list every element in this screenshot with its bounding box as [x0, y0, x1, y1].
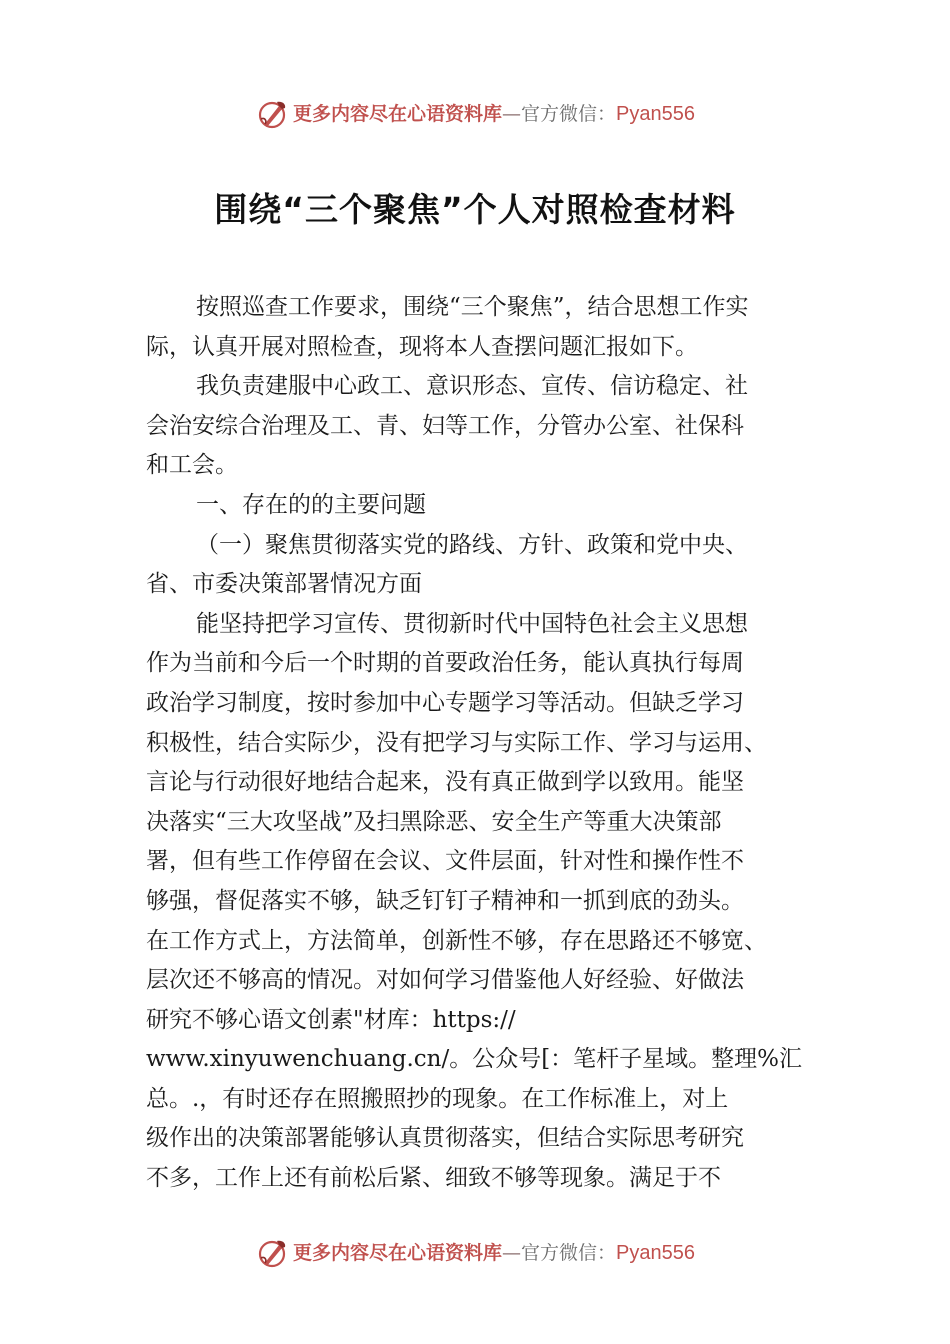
body-line: www.xinyuwenchuang.cn/。公众号[：笔杆子星域。整理%汇 [146, 1046, 803, 1073]
watermark-wechat-label: 官方微信： [521, 1242, 617, 1264]
header-watermark [0, 92, 950, 136]
watermark-separator: — [502, 103, 522, 125]
body-line: 按照巡查工作要求，围绕“三个聚焦”，结合思想工作实 [196, 294, 749, 320]
document-title: 围绕“三个聚焦”个人对照检查材料 [214, 190, 736, 229]
watermark-site-text: 更多内容尽在心语资料库 [293, 103, 503, 125]
watermark-wechat-id: Pyan556 [616, 103, 695, 125]
body-line: 能坚持把学习宣传、贯彻新时代中国特色社会主义思想 [196, 610, 748, 637]
body-line: 积极性，结合实际少，没有把学习与实际工作、学习与运用、 [146, 729, 767, 756]
quill-pen-logo-icon [255, 1236, 289, 1270]
watermark-text [293, 104, 695, 124]
body-line: 在工作方式上，方法简单，创新性不够，存在思路还不够宽、 [146, 927, 767, 954]
body-line: 总。.，有时还存在照搬照抄的现象。在工作标准上，对上 [146, 1085, 729, 1112]
quill-pen-logo-icon [255, 97, 289, 131]
watermark-wechat-id: Pyan556 [616, 1242, 695, 1264]
footer-watermark [0, 1231, 950, 1275]
body-line: 决落实“三大攻坚战”及扫黑除恶、安全生产等重大决策部 [146, 808, 722, 835]
body-line: 言论与行动很好地结合起来，没有真正做到学以致用。能坚 [146, 769, 744, 796]
subsection-heading: （一）聚焦贯彻落实党的路线、方针、政策和党中央、 [196, 531, 748, 558]
body-line: 会治安综合治理及工、青、妇等工作，分管办公室、社保科 [146, 412, 744, 439]
body-line: 作为当前和今后一个时期的首要政治任务，能认真执行每周 [146, 650, 744, 677]
watermark-text [293, 1243, 695, 1263]
body-line: 研究不够心语文创素"材库：https:// [146, 1006, 516, 1033]
document-body [146, 288, 836, 1199]
body-line: 不多，工作上还有前松后紧、细致不够等现象。满足于不 [146, 1165, 721, 1192]
body-line: 级作出的决策部署能够认真贯彻落实，但结合实际思考研究 [146, 1125, 744, 1152]
watermark-wechat-label: 官方微信： [521, 103, 617, 125]
body-line: 我负责建服中心政工、意识形态、宣传、信访稳定、社 [196, 373, 748, 400]
body-line: 和工会。 [146, 452, 238, 479]
section-heading: 一、存在的的主要问题 [196, 491, 426, 518]
watermark-site-text: 更多内容尽在心语资料库 [293, 1242, 503, 1264]
body-line: 署，但有些工作停留在会议、文件层面，针对性和操作性不 [146, 848, 744, 875]
body-line: 层次还不够高的情况。对如何学习借鉴他人好经验、好做法 [146, 967, 744, 994]
body-line: 际，认真开展对照检查，现将本人查摆问题汇报如下。 [146, 333, 698, 360]
watermark-separator: — [502, 1242, 522, 1264]
body-line: 政治学习制度，按时参加中心专题学习等活动。但缺乏学习 [146, 689, 744, 716]
body-line: 够强，督促落实不够，缺乏钉钉子精神和一抓到底的劲头。 [146, 887, 744, 914]
subsection-heading-cont: 省、市委决策部署情况方面 [146, 571, 422, 598]
